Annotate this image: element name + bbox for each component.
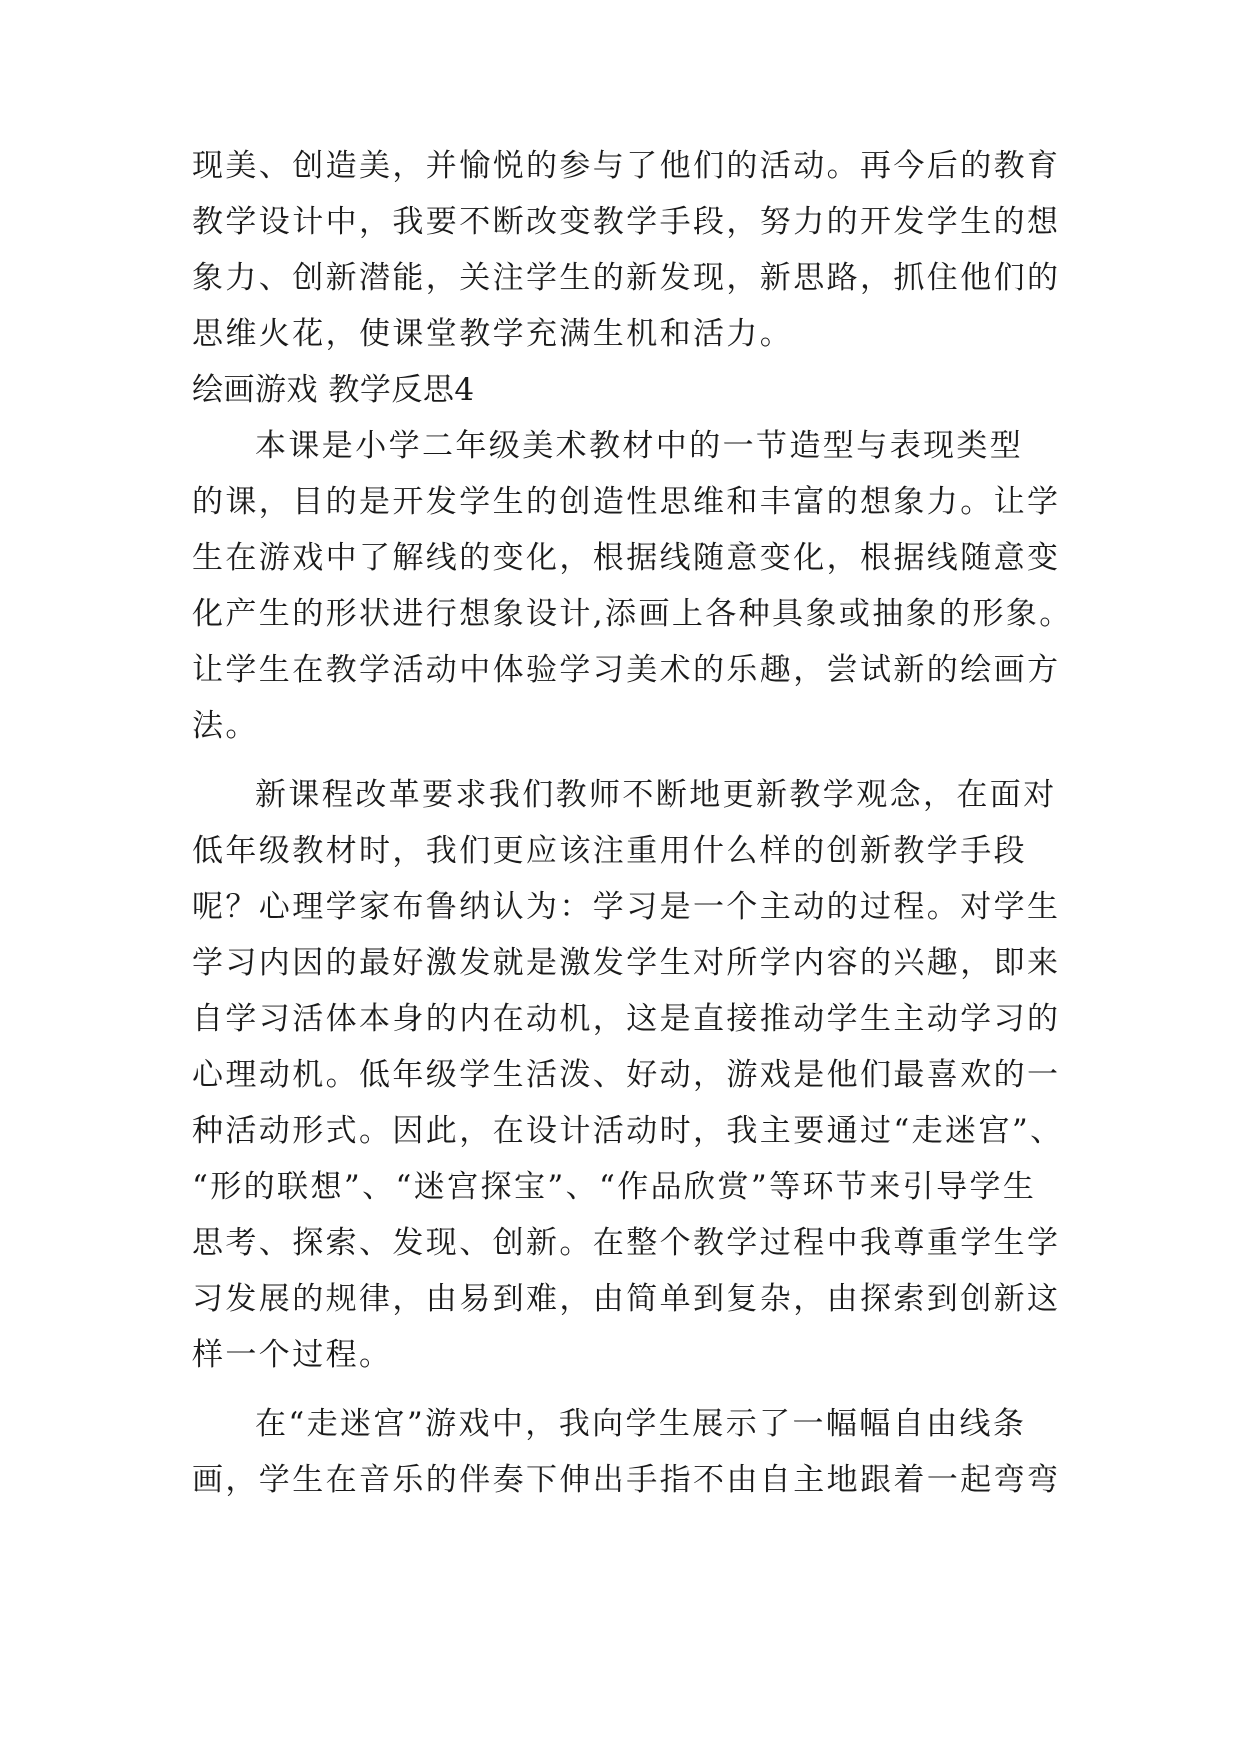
text-line: 新课程改革要求我们教师不断地更新教学观念，在面对 — [255, 777, 1057, 813]
text-line: 心理动机。低年级学生活泼、好动，游戏是他们最喜欢的一 — [192, 1057, 1061, 1093]
text-line: 低年级教材时，我们更应该注重用什么样的创新教学手段 — [192, 833, 1027, 869]
text-line: 本课是小学二年级美术教材中的一节造型与表现类型 — [255, 428, 1024, 464]
text-line: 思考、探索、发现、创新。在整个教学过程中我尊重学生学 — [192, 1225, 1061, 1261]
text-line: 在“走迷宫”游戏中，我向学生展示了一幅幅自由线条 — [255, 1406, 1027, 1442]
text-line: 自学习活体本身的内在动机，这是直接推动学生主动学习的 — [192, 1001, 1061, 1037]
text-line: 生在游戏中了解线的变化，根据线随意变化，根据线随意变 — [192, 540, 1061, 576]
text-line: 呢？心理学家布鲁纳认为：学习是一个主动的过程。对学生 — [192, 889, 1061, 925]
section-heading: 绘画游戏 教学反思4 — [192, 372, 475, 408]
text-line: 让学生在教学活动中体验学习美术的乐趣，尝试新的绘画方 — [192, 652, 1061, 688]
text-line: 种活动形式。因此，在设计活动时，我主要通过“走迷宫”、 — [192, 1113, 1064, 1149]
text-line: 现美、创造美，并愉悦的参与了他们的活动。再今后的教育 — [192, 148, 1061, 184]
text-line: “形的联想”、“迷宫探宝”、“作品欣赏”等环节来引导学生 — [192, 1169, 1037, 1205]
text-line: 教学设计中，我要不断改变教学手段，努力的开发学生的想 — [192, 204, 1061, 240]
text-line: 画，学生在音乐的伴奏下伸出手指不由自主地跟着一起弯弯 — [192, 1462, 1061, 1498]
text-line: 化产生的形状进行想象设计,添画上各种具象或抽象的形象。 — [192, 596, 1073, 632]
text-line: 法。 — [192, 708, 259, 744]
text-line: 象力、创新潜能，关注学生的新发现，新思路，抓住他们的 — [192, 260, 1061, 296]
text-line: 样一个过程。 — [192, 1337, 393, 1373]
text-line: 的课，目的是开发学生的创造性思维和丰富的想象力。让学 — [192, 484, 1061, 520]
text-line: 学习内因的最好激发就是激发学生对所学内容的兴趣，即来 — [192, 945, 1061, 981]
text-line: 思维火花，使课堂教学充满生机和活力。 — [192, 316, 794, 352]
text-line: 习发展的规律，由易到难，由简单到复杂，由探索到创新这 — [192, 1281, 1061, 1317]
